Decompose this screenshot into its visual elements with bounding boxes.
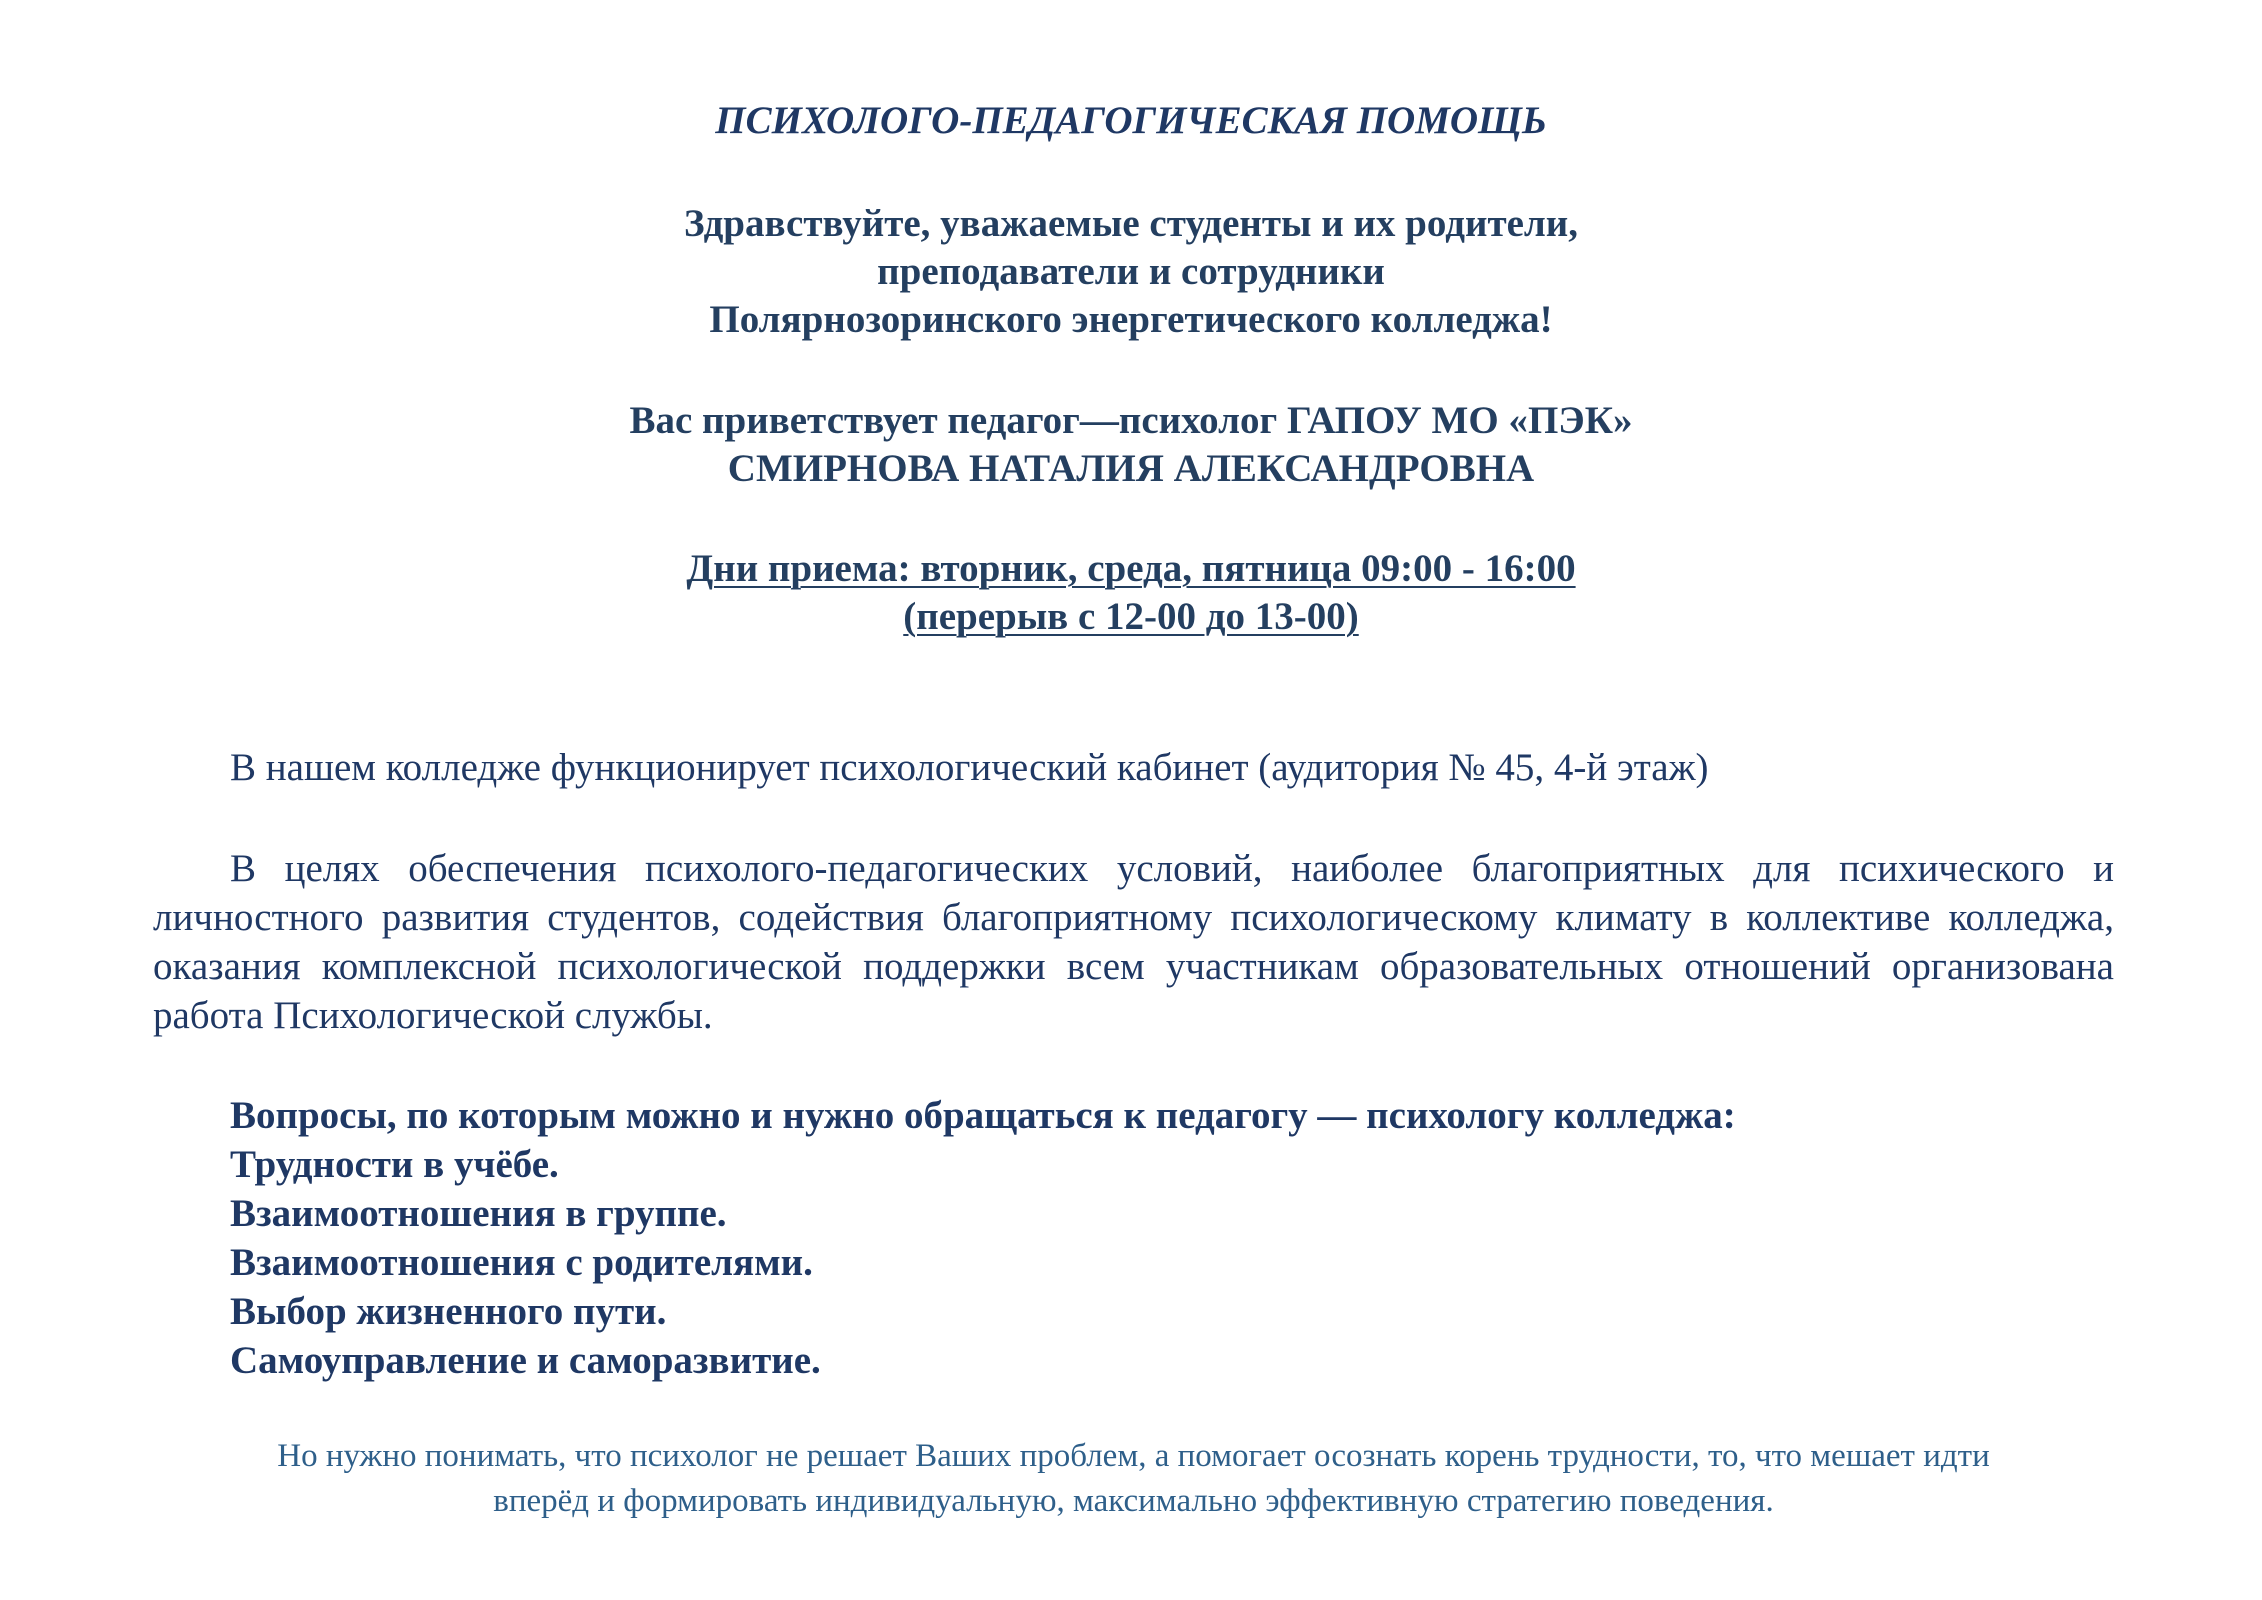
reception-schedule [0, 545, 2262, 641]
office-location-paragraph: В нашем колледже функционирует психологический кабинет (аудитория № 45, 4-й этаж) [230, 746, 1709, 789]
page-title: ПСИХОЛОГО-ПЕДАГОГИЧЕСКАЯ ПОМОЩЬ [715, 99, 1547, 142]
service-purpose-paragraph: В целях обеспечения психолого-педагогических условий, наиболее благоприятных для психического и личностного развития студентов, содействия благоприятному психологическому климату в коллективе колледжа, оказания комплексной психологической поддержки всем участникам образовательных отношений организована работа Психологической службы. [153, 847, 2114, 1037]
break-time: (перерыв с 12-00 до 13-00) [903, 595, 1359, 638]
questions-list [230, 1091, 1736, 1385]
closing-line: вперёд и формировать индивидуальную, максимально эффективную стратегию поведения. [493, 1483, 1774, 1519]
closing-line: Но нужно понимать, что психолог не решает Ваших проблем, а помогает осознать корень трудности, то, что мешает идти [277, 1438, 1990, 1474]
list-item: Выбор жизненного пути. [230, 1290, 667, 1333]
list-item: Самоуправление и саморазвитие. [230, 1339, 821, 1382]
reception-days: Дни приема: вторник, среда, пятница 09:00 - 16:00 [686, 547, 1576, 590]
questions-heading: Вопросы, по которым можно и нужно обращаться к педагогу — психологу колледжа: [230, 1094, 1736, 1137]
greeting-line: Полярнозоринского энергетического колледжа! [709, 298, 1553, 341]
closing-note [153, 1434, 2114, 1524]
greeting-line: Здравствуйте, уважаемые студенты и их родители, [683, 202, 1579, 245]
list-item: Трудности в учёбе. [230, 1143, 559, 1186]
psychologist-intro [0, 397, 2262, 493]
psychologist-name: СМИРНОВА НАТАЛИЯ АЛЕКСАНДРОВНА [727, 447, 1535, 490]
intro-line: Вас приветствует педагог—психолог ГАПОУ МО «ПЭК» [629, 399, 1633, 442]
greeting-line: преподаватели и сотрудники [877, 250, 1385, 293]
greeting-block [0, 200, 2262, 344]
list-item: Взаимоотношения в группе. [230, 1192, 727, 1235]
list-item: Взаимоотношения с родителями. [230, 1241, 813, 1284]
